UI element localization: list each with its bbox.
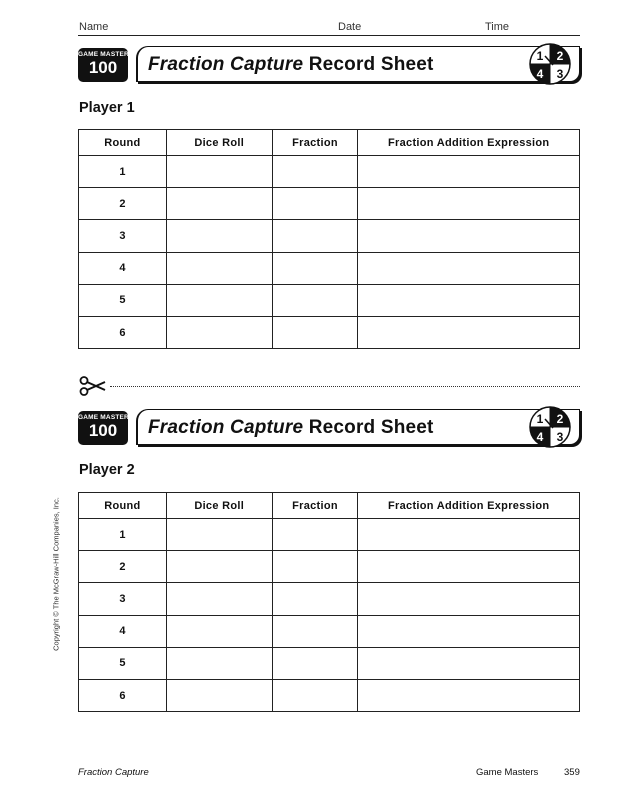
player-2-label: Player 2	[79, 462, 135, 478]
round-number: 4	[79, 615, 167, 647]
page-number: 359	[564, 767, 580, 778]
table-row	[79, 284, 580, 316]
title-banner	[78, 409, 580, 449]
col-header-dice-roll: Dice Roll	[166, 493, 272, 519]
table-row	[79, 679, 580, 711]
title-box	[136, 46, 580, 82]
col-header-expression: Fraction Addition Expression	[358, 493, 580, 519]
col-header-fraction: Fraction	[272, 130, 358, 156]
table-row	[79, 188, 580, 220]
table-row	[79, 551, 580, 583]
fraction-cell[interactable]	[272, 679, 358, 711]
dice-roll-cell[interactable]	[166, 188, 272, 220]
expression-cell[interactable]	[358, 284, 580, 316]
expression-cell[interactable]	[358, 316, 580, 348]
expression-cell[interactable]	[358, 156, 580, 188]
spinner-num-3: 3	[556, 430, 564, 444]
footer-game-name: Fraction Capture	[78, 767, 149, 778]
fraction-cell[interactable]	[272, 252, 358, 284]
spinner-num-2: 2	[556, 412, 564, 426]
table-row	[79, 156, 580, 188]
fraction-cell[interactable]	[272, 188, 358, 220]
table-row	[79, 252, 580, 284]
dice-roll-cell[interactable]	[166, 252, 272, 284]
expression-cell[interactable]	[358, 220, 580, 252]
spinner-num-2: 2	[556, 49, 564, 63]
record-table-player-2	[78, 492, 580, 712]
time-label: Time	[485, 21, 510, 33]
sheet-title: Fraction Capture Record Sheet	[148, 54, 434, 75]
round-number: 3	[79, 220, 167, 252]
dice-roll-cell[interactable]	[166, 583, 272, 615]
fraction-cell[interactable]	[272, 583, 358, 615]
dice-roll-cell[interactable]	[166, 647, 272, 679]
fraction-cell[interactable]	[272, 615, 358, 647]
table-row	[79, 316, 580, 348]
expression-cell[interactable]	[358, 615, 580, 647]
fraction-cell[interactable]	[272, 551, 358, 583]
col-header-expression: Fraction Addition Expression	[358, 130, 580, 156]
fraction-cell[interactable]	[272, 316, 358, 348]
col-header-fraction: Fraction	[272, 493, 358, 519]
dice-roll-cell[interactable]	[166, 284, 272, 316]
round-number: 5	[79, 284, 167, 316]
spinner-num-1: 1	[536, 49, 544, 63]
round-number: 1	[79, 519, 167, 551]
fraction-cell[interactable]	[272, 284, 358, 316]
fraction-cell[interactable]	[272, 156, 358, 188]
expression-cell[interactable]	[358, 679, 580, 711]
round-number: 1	[79, 156, 167, 188]
footer-section: Game Masters	[476, 767, 539, 778]
expression-cell[interactable]	[358, 583, 580, 615]
round-number: 3	[79, 583, 167, 615]
name-label: Name	[79, 21, 109, 33]
dice-roll-cell[interactable]	[166, 679, 272, 711]
col-header-round: Round	[79, 130, 167, 156]
spinner-num-4: 4	[536, 67, 544, 81]
fraction-cell[interactable]	[272, 519, 358, 551]
dice-roll-cell[interactable]	[166, 615, 272, 647]
spinner-num-3: 3	[556, 67, 564, 81]
dice-roll-cell[interactable]	[166, 519, 272, 551]
table-row	[79, 583, 580, 615]
dice-roll-cell[interactable]	[166, 220, 272, 252]
round-number: 2	[79, 188, 167, 220]
fraction-cell[interactable]	[272, 220, 358, 252]
table-row	[79, 647, 580, 679]
header-rule	[78, 35, 580, 36]
player-1-label: Player 1	[79, 100, 135, 116]
sheet-title: Fraction Capture Record Sheet	[148, 417, 434, 438]
expression-cell[interactable]	[358, 252, 580, 284]
expression-cell[interactable]	[358, 188, 580, 220]
spinner-num-4: 4	[536, 430, 544, 444]
spinner-icon	[522, 42, 578, 86]
expression-cell[interactable]	[358, 647, 580, 679]
cut-line	[110, 386, 580, 387]
col-header-round: Round	[79, 493, 167, 519]
fraction-cell[interactable]	[272, 647, 358, 679]
expression-cell[interactable]	[358, 519, 580, 551]
scissors-icon	[79, 376, 107, 396]
round-number: 5	[79, 647, 167, 679]
title-banner	[78, 46, 580, 86]
record-table-player-1	[78, 129, 580, 349]
dice-roll-cell[interactable]	[166, 551, 272, 583]
dice-roll-cell[interactable]	[166, 156, 272, 188]
copyright-notice: Copyright © The McGraw-Hill Companies, Inc.	[51, 497, 61, 651]
round-number: 4	[79, 252, 167, 284]
table-row	[79, 519, 580, 551]
col-header-dice-roll: Dice Roll	[166, 130, 272, 156]
game-master-badge: GAME MASTER 100	[78, 411, 128, 445]
round-number: 2	[79, 551, 167, 583]
expression-cell[interactable]	[358, 551, 580, 583]
dice-roll-cell[interactable]	[166, 316, 272, 348]
date-label: Date	[338, 21, 362, 33]
round-number: 6	[79, 316, 167, 348]
round-number: 6	[79, 679, 167, 711]
spinner-num-1: 1	[536, 412, 544, 426]
table-row	[79, 615, 580, 647]
title-box	[136, 409, 580, 445]
table-row	[79, 220, 580, 252]
game-master-badge: GAME MASTER 100	[78, 48, 128, 82]
spinner-icon	[522, 405, 578, 449]
